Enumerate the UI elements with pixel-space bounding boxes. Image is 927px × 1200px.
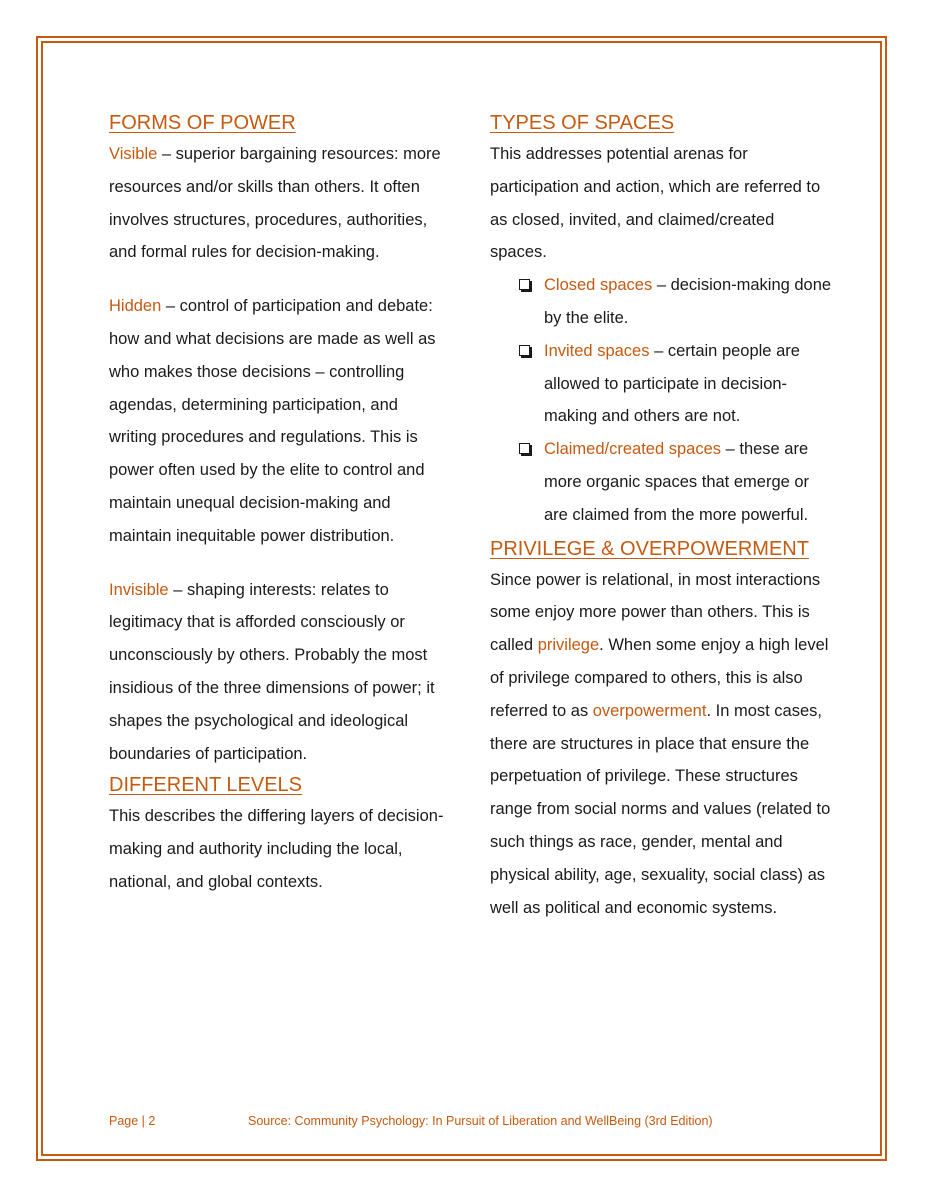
different-levels-heading: DIFFERENT LEVELS xyxy=(109,774,303,797)
types-of-spaces-intro: This addresses potential arenas for participation and action, which are referred to as closed, invited, and claimed/created spaces. xyxy=(490,145,821,262)
closed-spaces-term: Closed spaces xyxy=(544,276,653,295)
types-of-spaces-section xyxy=(490,108,835,532)
checkbox-bullet-icon xyxy=(519,443,530,454)
list-item xyxy=(519,335,835,433)
left-column xyxy=(109,108,449,899)
hidden-description: – control of participation and debate: how and what decisions are made as well as who makes those decisions – controlling agendas, determining participation, and writing procedures and regulations. This is power often used by the elite to control and maintain unequal decision-making and maintain inequitable power distribution. xyxy=(109,297,436,545)
visible-power-paragraph xyxy=(109,138,449,269)
invited-spaces-description: – certain people are allowed to participate in decision-making and others are not. xyxy=(544,341,800,426)
checkbox-bullet-icon xyxy=(519,279,530,290)
different-levels-paragraph: This describes the differing layers of decision-making and authority including the local, national, and global contexts. xyxy=(109,807,444,891)
types-of-spaces-heading: TYPES OF SPACES xyxy=(490,112,675,134)
privilege-term: privilege xyxy=(537,636,600,655)
privilege-section xyxy=(490,534,835,925)
claimed-spaces-term: Claimed/created spaces xyxy=(544,440,722,459)
invisible-power-paragraph xyxy=(109,574,449,771)
list-item xyxy=(519,433,835,531)
list-item xyxy=(519,269,835,335)
forms-of-power-heading: FORMS OF POWER xyxy=(109,112,296,134)
spaces-list xyxy=(490,269,835,531)
claimed-spaces-description: – these are more organic spaces that emerge or are claimed from the more powerful. xyxy=(544,440,810,524)
visible-description: – superior bargaining resources: more resources and/or skills than others. It often involves structures, procedures, authorities, and formal rules for decision-making. xyxy=(109,145,441,262)
invisible-term: Invisible xyxy=(109,580,169,599)
hidden-power-paragraph xyxy=(109,290,449,552)
privilege-paragraph xyxy=(490,564,835,925)
footer-page-number: Page | 2 xyxy=(109,1114,156,1128)
overpowerment-term: overpowerment xyxy=(592,701,707,720)
privilege-text-2: . When some enjoy a high level of privilege compared to others, this is also referred to as xyxy=(490,636,829,720)
closed-spaces-description: – decision-making done by the elite. xyxy=(544,276,832,327)
visible-term: Visible xyxy=(109,145,158,163)
checkbox-bullet-icon xyxy=(519,345,530,356)
privilege-heading: PRIVILEGE & OVERPOWERMENT xyxy=(490,537,809,560)
privilege-text-1: Since power is relational, in most interactions some enjoy more power than others. This is called xyxy=(490,570,821,655)
right-column xyxy=(490,108,835,924)
hidden-term: Hidden xyxy=(109,297,162,316)
forms-of-power-section xyxy=(109,108,449,770)
invisible-description: – shaping interests: relates to legitimacy that is afforded consciously or unconsciously by others. Probably the most insidious of the three dimensions of power; it shapes the psychological and ideological boundaries of participation. xyxy=(109,580,435,763)
different-levels-section xyxy=(109,770,449,898)
invited-spaces-term: Invited spaces xyxy=(544,341,650,360)
footer-source: Source: Community Psychology: In Pursuit of Liberation and WellBeing (3rd Edition) xyxy=(248,1114,713,1128)
privilege-text-3: . In most cases, there are structures in place that ensure the perpetuation of privilege. These structures range from social norms and values (related to such things as race, gender, mental and physical ability, age, sexuality, social class) as well as political and economic systems. xyxy=(490,701,831,917)
